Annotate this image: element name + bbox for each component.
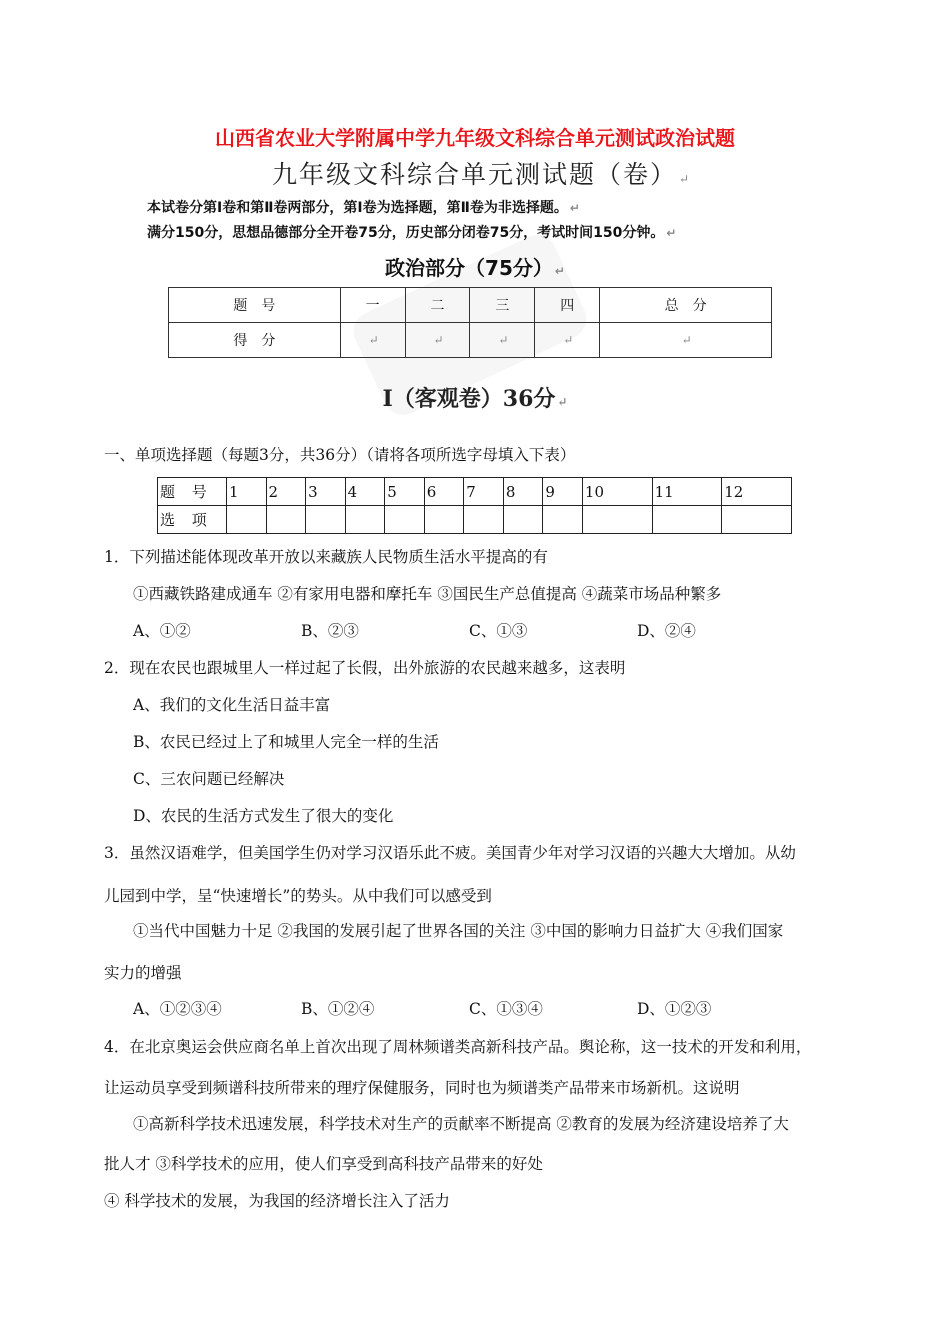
score-cell: 四 — [535, 288, 600, 323]
answer-number: 7 — [464, 478, 504, 506]
option-d[interactable]: D、②④ — [637, 622, 696, 640]
answer-table-choice-row — [158, 506, 792, 534]
exam-note-structure: 本试卷分第Ⅰ卷和第Ⅱ卷两部分，第Ⅰ卷为选择题，第Ⅱ卷为非选择题。 ↵ — [147, 200, 580, 216]
question-1-stem: 1．下列描述能体现改革开放以来藏族人民物质生活水平提高的有 — [104, 548, 548, 566]
option-c[interactable]: C、①③ — [469, 622, 528, 640]
section-title: 政治部分（75分） ↵ — [385, 256, 565, 280]
question-4-items-line3: ④ 科学技术的发展，为我国的经济增长注入了活力 — [104, 1192, 450, 1210]
answer-cell[interactable] — [722, 506, 792, 534]
score-table-header-row — [169, 288, 772, 323]
answer-number: 6 — [424, 478, 464, 506]
answer-cell[interactable] — [385, 506, 425, 534]
question-3-items-line1: ①当代中国魅力十足 ②我国的发展引起了世界各国的关注 ③中国的影响力日益扩大 ④我们国家 — [133, 922, 784, 940]
answer-cell[interactable] — [306, 506, 346, 534]
score-cell: 二 — [405, 288, 470, 323]
score-input-cell[interactable]: ↵ — [600, 323, 772, 358]
score-input-cell[interactable]: ↵ — [470, 323, 535, 358]
answer-row-label: 选 项 — [158, 506, 227, 534]
answer-cell[interactable] — [503, 506, 543, 534]
answer-number: 11 — [652, 478, 722, 506]
page-title: 山西省农业大学附属中学九年级文科综合单元测试政治试题 — [215, 126, 735, 150]
answer-cell[interactable] — [464, 506, 504, 534]
option-b[interactable]: B、①②④ — [301, 1000, 375, 1018]
score-input-cell[interactable]: ↵ — [535, 323, 600, 358]
answer-number: 8 — [503, 478, 543, 506]
question-3-stem-line1: 3．虽然汉语难学，但美国学生仍对学习汉语乐此不疲。美国青少年对学习汉语的兴趣大大增加。从幼 — [104, 844, 796, 862]
score-table-value-row — [169, 323, 772, 358]
answer-number: 2 — [266, 478, 306, 506]
answer-cell[interactable] — [345, 506, 385, 534]
question-4-stem-line1: 4．在北京奥运会供应商名单上首次出现了周林频谱类高新科技产品。舆论称，这一技术的开发和利用， — [104, 1038, 812, 1056]
score-cell: 得 分 — [169, 323, 341, 358]
question-2-stem: 2．现在农民也跟城里人一样过起了长假，出外旅游的农民越来越多，这表明 — [104, 659, 626, 677]
question-3-options — [133, 997, 813, 1019]
answer-cell[interactable] — [652, 506, 722, 534]
answer-cell[interactable] — [543, 506, 583, 534]
answer-number: 12 — [722, 478, 792, 506]
score-cell: 三 — [470, 288, 535, 323]
answer-number: 5 — [385, 478, 425, 506]
answer-number: 4 — [345, 478, 385, 506]
answer-table — [157, 477, 792, 534]
option-a[interactable]: A、我们的文化生活日益丰富 — [133, 696, 331, 714]
answer-cell[interactable] — [582, 506, 652, 534]
score-cell: 总 分 — [600, 288, 772, 323]
answer-row-label: 题 号 — [158, 478, 227, 506]
score-table — [168, 287, 772, 358]
answer-number: 1 — [227, 478, 267, 506]
question-4-items-line1: ①高新科学技术迅速发展，科学技术对生产的贡献率不断提高 ②教育的发展为经济建设培养了大 — [133, 1115, 789, 1133]
answer-table-number-row — [158, 478, 792, 506]
option-c[interactable]: C、①③④ — [469, 1000, 543, 1018]
score-cell: 一 — [340, 288, 405, 323]
objective-title: Ⅰ（客观卷）36分 ↵ — [382, 386, 568, 412]
answer-number: 10 — [582, 478, 652, 506]
score-input-cell[interactable]: ↵ — [405, 323, 470, 358]
part1-heading: 一、单项选择题（每题3分，共36分）（请将各项所选字母填入下表） — [104, 446, 576, 464]
question-1-options — [133, 619, 813, 641]
option-c[interactable]: C、三农问题已经解决 — [133, 770, 285, 788]
question-4-items-line2: 批人才 ③科学技术的应用，使人们享受到高科技产品带来的好处 — [104, 1155, 543, 1173]
exam-subtitle: 九年级文科综合单元测试题（卷） ↵ — [272, 160, 692, 189]
question-3-items-line2: 实力的增强 — [104, 964, 182, 982]
question-3-stem-line2: 儿园到中学，呈“快速增长”的势头。从中我们可以感受到 — [104, 887, 492, 905]
exam-note-scores: 满分150分，思想品德部分全开卷75分，历史部分闭卷75分，考试时间150分钟。 ↵ — [147, 225, 677, 241]
answer-number: 3 — [306, 478, 346, 506]
score-cell: 题 号 — [169, 288, 341, 323]
answer-cell[interactable] — [227, 506, 267, 534]
option-d[interactable]: D、①②③ — [637, 1000, 712, 1018]
option-b[interactable]: B、②③ — [301, 622, 359, 640]
answer-cell[interactable] — [424, 506, 464, 534]
score-input-cell[interactable]: ↵ — [340, 323, 405, 358]
option-b[interactable]: B、农民已经过上了和城里人完全一样的生活 — [133, 733, 439, 751]
option-a[interactable]: A、①②③④ — [133, 1000, 222, 1018]
answer-number: 9 — [543, 478, 583, 506]
option-d[interactable]: D、农民的生活方式发生了很大的变化 — [133, 807, 394, 825]
question-4-stem-line2: 让运动员享受到频谱科技所带来的理疗保健服务，同时也为频谱类产品带来市场新机。这说明 — [104, 1079, 740, 1097]
question-1-items: ①西藏铁路建成通车 ②有家用电器和摩托车 ③国民生产总值提高 ④蔬菜市场品种繁多 — [133, 585, 722, 603]
answer-cell[interactable] — [266, 506, 306, 534]
option-a[interactable]: A、①② — [133, 622, 191, 640]
